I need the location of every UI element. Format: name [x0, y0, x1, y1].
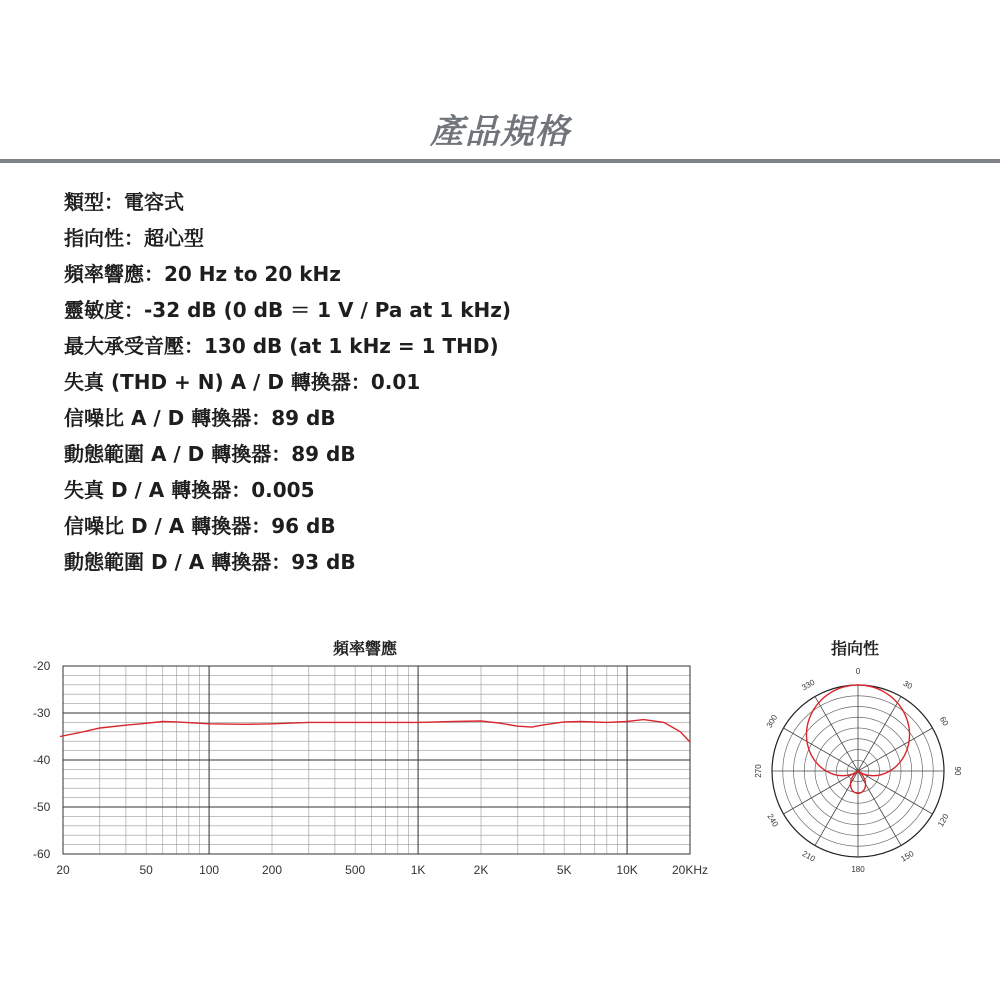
y-tick-label: -30 [33, 706, 51, 720]
spec-frequency-response: 頻率響應：20 Hz to 20 kHz [64, 262, 341, 286]
x-tick-label: 5K [556, 863, 572, 877]
polar-spoke [858, 771, 932, 814]
x-tick-label: 1K [410, 863, 426, 877]
polar-spoke [858, 728, 932, 771]
spec-dynamic-range-da: 動態範圍 D / A 轉換器：93 dB [64, 550, 356, 574]
x-tick-label: 20KHz [671, 863, 709, 877]
spec-thd-ad: 失真 (THD + N) A / D 轉換器：0.01 [64, 370, 421, 394]
x-tick-label: 2K [473, 863, 489, 877]
angle-label: 270 [754, 764, 764, 778]
x-tick-label: 20 [56, 863, 70, 877]
polar-chart-title: 指向性 [831, 639, 880, 658]
polar-spoke [815, 697, 858, 771]
spec-max-spl: 最大承受音壓：130 dB (at 1 kHz = 1 THD) [64, 334, 499, 358]
polar-spoke [784, 728, 858, 771]
frequency-response-chart [0, 650, 740, 890]
angle-label: 300 [764, 713, 780, 730]
x-tick-label: 10K [616, 863, 638, 877]
angle-label: 330 [800, 677, 817, 693]
angle-label: 180 [851, 865, 865, 875]
spec-type: 類型：電容式 [64, 190, 184, 214]
spec-sensitivity: 靈敏度：-32 dB (0 dB ＝ 1 V / Pa at 1 kHz) [64, 298, 512, 322]
angle-label: 60 [937, 715, 951, 728]
polar-spoke [815, 771, 858, 845]
angle-label: 30 [901, 678, 914, 692]
x-tick-label: 100 [199, 863, 220, 877]
spec-list [64, 184, 511, 580]
angle-label: 0 [855, 667, 861, 677]
angle-label: 120 [936, 812, 951, 829]
polar-spoke [858, 771, 901, 845]
page-title: 產品規格 [430, 112, 570, 152]
angle-label: 210 [800, 849, 817, 864]
x-tick-label: 200 [261, 863, 283, 877]
title-divider [0, 159, 1000, 163]
y-tick-label: -60 [33, 847, 51, 861]
frequency-chart-title: 頻率響應 [333, 639, 398, 658]
y-tick-label: -20 [33, 659, 51, 673]
polar-spoke [858, 697, 901, 771]
polar-pattern-chart [740, 650, 1000, 890]
spec-snr-da: 信噪比 D / A 轉換器：96 dB [64, 514, 336, 538]
spec-thd-da: 失真 D / A 轉換器：0.005 [64, 478, 315, 502]
polar-spoke [784, 771, 858, 814]
angle-label: 90 [952, 766, 962, 776]
response-curve [60, 720, 690, 743]
spec-dynamic-range-ad: 動態範圍 A / D 轉換器：89 dB [64, 442, 356, 466]
spec-polar-pattern: 指向性：超心型 [64, 226, 204, 250]
y-tick-label: -40 [33, 753, 51, 767]
y-tick-label: -50 [33, 800, 51, 814]
angle-label: 150 [899, 849, 916, 864]
spec-snr-ad: 信噪比 A / D 轉換器：89 dB [64, 406, 336, 430]
x-tick-label: 500 [345, 863, 366, 877]
angle-label: 240 [765, 812, 780, 829]
x-tick-label: 50 [139, 863, 153, 877]
